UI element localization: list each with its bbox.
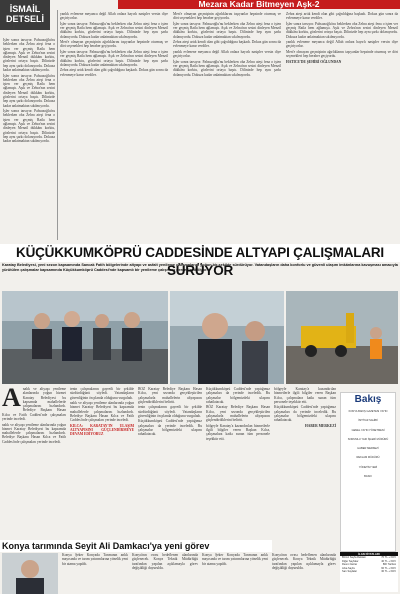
paragraph: Küçükkumköprü Caddesi'nde yaptığımız çalışmaları da yerinde inceledik. Bu çalışmalar bölgemizdeki ulaşımı rahatlatacak. <box>138 419 202 437</box>
article-byline: HATICE'DE ŞEHİRİ OĞLUNDAN <box>286 59 342 64</box>
paragraph: nalık ve altyapı yenileme alanlarında yoğun hizmet Karatay Belediyesi bu kapsamda mahallelerde çalışmalarını hızlandırdı. Belediye Başkanı Hasan Kılca ve Fatih Caddesi'nde çalışmaları yerinde inceledi. <box>2 387 66 422</box>
masthead-line: YÖNETİM YERİ <box>358 465 378 469</box>
top-article-intro: İşler sonra tarsıyor. Pahsuzoğlu'nu beklerken oba Zehra ateşi fena o işten ver geçmiş Ratla hem ağlamıştı. Aşık ve Zehra'nın sesini dinleyen Menzil dükkânı korktu, gözlerini ortaya başıtı. Dilinizde hep aynı şarkı dolanıyordu. Dokuza kadar anlatmaktan sıkılmıyordu. <box>3 38 55 73</box>
paragraph: Konya Şeker Konyada Tarımının anlık mayısında ve tarım yatırımlarına yönelik yeni bir atama yapıldı. <box>202 553 268 566</box>
price-label: Sarı Sayfalar <box>342 570 357 574</box>
photo-scene <box>286 291 398 384</box>
photo-scene <box>2 553 58 594</box>
article-banner-title: Mezara Kadar Bitmeyen Aşk-2 <box>118 0 400 9</box>
top-article-column-2 <box>60 12 168 240</box>
article-column-5 <box>274 387 336 537</box>
price-label: Diğer Sayfalar <box>342 559 359 563</box>
masthead-line: BASKI <box>364 475 372 479</box>
paragraph: Küçükkumköprü Caddesi'nde yaptığımız çalışmaları da yerinde inceledik. Bu çalışmalar bölgemizdeki ulaşımı rahatlatacak. <box>206 387 270 404</box>
price-value: BİK Tarifesi <box>382 563 396 567</box>
paragraph: bölgeyle Karatay'a kazandırılan hizmetlerle ilgili bilgiler veren Başkan Kılca, çalışmalara katkı sunan tüm personele teşekkür etti. <box>274 387 336 404</box>
paragraph: Mert'e olmayan geçmişinin ağırlıklarını taşıyanlar hepsinde oturmuş ve dört seçenekleri hep beraber geçiyordu. <box>173 12 281 21</box>
paragraph: Konya Şeker Konyada Tarımının anlık mayısında ve tarım yatırımlarına yönelik yeni bir atama yapıldı. <box>62 553 128 566</box>
article-column-2 <box>70 387 134 537</box>
price-value: 40 TL + KDV <box>381 559 396 563</box>
paragraph: yanlık evlenene meyanca değil Allah onlara hayırlı nasipler versin diye geçiriyorlar. <box>286 40 398 49</box>
paragraph: tenin çalışmalarını gayretli bir şekilde sürdürdüğünü söyledi. Vatandaşların güvenliğinin ön planda olduğunu vurguladı. <box>138 405 202 418</box>
photo-portrait <box>2 553 58 594</box>
masthead-line: KONYA BAKIŞ GAZETESİ YAYIN <box>348 410 388 413</box>
top-article-column-1 <box>3 38 55 238</box>
ad-price-table <box>340 552 398 592</box>
paragraph: bölgeyle Karatay'a kazandırılan hizmetlerle ilgili bilgiler veren Başkan Kılca, çalışmalara katkı sunan tüm personele teşekkür etti. <box>206 423 270 441</box>
price-row <box>340 570 398 574</box>
price-value: 60 TL + KDV <box>381 566 396 570</box>
paragraph: BÖZ Karatay Belediye Başkanı Hasan Kılca, yeni sezonda gerçekleştirilen çalışmalarla mahallelerin altyapısını güçlendirdiklerini belirtti. <box>206 405 270 423</box>
newspaper-logo: Bakış <box>354 394 382 405</box>
drop-cap: A <box>2 387 21 412</box>
headline-deck: Karatay Belediyesi, yeni sezon kapsamında Sancak Fatih bölgelerinde altyapı ve asfalt yenileme çalışmalarını yoğun bir şekilde sürdürüyor. Vatandaşların daha konforlu ve güvenli ulaşım imkânlarına kavuşması amacıyla yürütülen çalışmalar kapsamında Küçükkumköprü Caddesi'nde kapsamlı bir yenileme çalışması gerçekleştiriliyor. <box>2 263 398 272</box>
price-label: Birinci Sayfa Reklam <box>342 556 366 559</box>
photo-official-closeup <box>170 291 284 384</box>
masthead-line: SORUMLU YAZI İŞLERİ MÜDÜRÜ <box>347 437 389 441</box>
top-article-column-3 <box>173 12 281 240</box>
paragraph: Mert'e olmayan geçmişinin ağırlıklarını taşıyanlar hepsinde oturmuş ve dört seçenekleri hep beraber geçiyordu. <box>286 49 398 59</box>
paragraph: İşler sonra tarsıyor. Pahsuzoğlu'nu beklerken oba Zehra ateşi fena o işten ver geçmiş Ratla hem ağlamıştı. Aşık ve Zehra'nın sesini dinleyen Menzil dükkânı korktu, gözlerini ortaya başıtı. Dilinizde hep aynı şarkı dolanıyordu. Dokuza kadar anlatmaktan sıkılmıyordu. <box>286 21 398 39</box>
bottom-article-column-3 <box>202 553 268 594</box>
price-table-header: İLAN FİYATLARI <box>340 552 398 556</box>
top-article-intro-repeat-2: İşler sonra tarsıyor. Pahsuzoğlu'nu beklerken oba Zehra ateşi fena o işten ver geçmiş Ratla hem ağlamıştı. Aşık ve Zehra'nın sesini dinleyen Menzil dükkânı korktu, gözlerini ortaya başıtı. Dilinizde hep aynı şarkı dolanıyordu. Dokuza kadar anlatmaktan sıkılmıyordu. <box>3 109 55 144</box>
article-byline: HABER MERKEZİ <box>304 423 336 428</box>
price-value: 30 TL + KDV <box>381 570 396 574</box>
masthead-line: REKLAM MÜDÜRÜ <box>356 456 380 460</box>
paragraph: nalık ve altyapı yenileme alanlarında yoğun hizmet Karatay Belediyesi bu kapsamda mahallelerde çalışmalarını hızlandırdı. Belediye Başkanı Hasan Kılca ve Fatih Caddesi'nde çalışmaları yerinde inceledi. <box>2 422 66 444</box>
paragraph: İşler sonra tarsıyor. Pahsuzoğlu'nu beklerken oba Zehra ateşi fena o işten ver geçmiş Ratla hem ağlamıştı. Aşık ve Zehra'nın sesini dinleyen Menzil dükkânı korktu, gözlerini ortaya başıtı. Dilinizde hep aynı şarkı dolanıyordu. Dokuza kadar anlatmaktan sıkılmıyordu. <box>173 59 281 77</box>
paragraph: Zehra ateşi artık kendi olan gibi çağrıldığına başkadı. Dokuz gün sonra da evlenmeye karar verdiler. <box>173 40 281 49</box>
paragraph: yanlık evlenene meyanca değil Allah onlara hayırlı nasipler versin diye geçiriyorlar. <box>173 49 281 59</box>
price-label: Arka Sayfa <box>342 566 355 570</box>
photo-officials-inspecting <box>2 291 168 384</box>
photo-scene <box>2 291 168 384</box>
paragraph: Konya'nın ovası hedeflenen alanlarında güçlenecek. Konya Teknik Müdürlüğü tarafından yapılan açıklamayla görev değişikliği duyuruldu. <box>272 553 336 570</box>
main-headline: KÜÇÜKKUMKÖPRÜ CADDESİNDE ALTYAPI ÇALIŞMALARI SÜRÜYOR <box>0 244 400 262</box>
bottom-article-column-4 <box>272 553 336 594</box>
masthead-details <box>342 410 394 550</box>
top-article-column-4 <box>286 12 398 240</box>
paragraph: tenin çalışmalarını gayretli bir şekilde sürdürdüğünü söyledi. Vatandaşların güvenliğinin ön planda olduğunu vurguladı. <box>70 387 134 400</box>
article-subhead: KILCA: KARATAY'IN ULAŞIM ALTYAPISINI GÜÇLENDİRMEYE DEVAM EDİYORUZ <box>70 423 134 437</box>
masthead-line: HABER MERKEZİ <box>357 447 379 451</box>
paragraph: Zehra ateşi artık kendi olan gibi çağrıldığına başkadı. Dokuz gün sonra da evlenmeye karar verdiler. <box>286 12 398 21</box>
paragraph: Küçükkumköprü Caddesi'nde yaptığımız çalışmaları da yerinde inceledik. Bu çalışmalar bölgemizdeki ulaşımı rahatlatacak. <box>274 405 336 423</box>
paragraph: BÖZ Karatay Belediye Başkanı Hasan Kılca, yeni sezonda gerçekleştirilen çalışmalarla mahallelerin altyapısını güçlendirdiklerini belirtti. <box>138 387 202 404</box>
article-column-1 <box>2 387 66 537</box>
photo-construction-machinery <box>286 291 398 384</box>
masthead-line: İMTİYAZ SAHİBİ <box>358 419 378 423</box>
price-value: 70 TL + KDV <box>381 556 396 559</box>
paragraph: Zehra ateşi artık kendi olan gibi çağrıldığına başkadı. Dokuz gün sonra da evlenmeye karar verdiler. <box>60 68 168 77</box>
paragraph: Konya'nın ovası hedeflenen alanlarında güçlenecek. Konya Teknik Müdürlüğü tarafından yapılan açıklamayla görev değişikliği duyuruldu. <box>132 553 198 570</box>
paragraph: Mert'e olmayan geçmişinin ağırlıklarını taşıyanlar hepsinde oturmuş ve dört seçenekleri hep beraber geçiyordu. <box>60 40 168 49</box>
paragraph: İşler sonra tarsıyor. Pahsuzoğlu'nu beklerken oba Zehra ateşi fena o işten ver geçmiş Ratla hem ağlamıştı. Aşık ve Zehra'nın sesini dinleyen Menzil dükkânı korktu, gözlerini ortaya başıtı. Dilinizde hep aynı şarkı dolanıyordu. Dokuza kadar anlatmaktan sıkılmıyordu. <box>173 21 281 39</box>
bottom-article-column-1 <box>62 553 128 594</box>
paragraph: nalık ve altyapı yenileme alanlarında yoğun hizmet Karatay Belediyesi bu kapsamda mahallelerde çalışmalarını hızlandırdı. Belediye Başkanı Hasan Kılca ve Fatih Caddesi'nde çalışmaları yerinde inceledi. <box>70 401 134 423</box>
paragraph: İşler sonra tarsıyor. Pahsuzoğlu'nu beklerken oba Zehra ateşi fena o işten ver geçmiş Ratla hem ağlamıştı. Aşık ve Zehra'nın sesini dinleyen Menzil dükkânı korktu, gözlerini ortaya başıtı. Dilinizde hep aynı şarkı dolanıyordu. Dokuza kadar anlatmaktan sıkılmıyordu. <box>60 21 168 39</box>
bottom-article-column-2 <box>132 553 198 594</box>
paragraph: yanlık evlenene meyanca değil Allah onlara hayırlı nasipler versin diye geçiriyorlar. <box>60 12 168 21</box>
masthead-line: GENEL YAYIN YÖNETMENİ <box>351 428 385 432</box>
photo-scene <box>170 291 284 384</box>
top-article-intro-repeat: İşler sonra tarsıyor. Pahsuzoğlu'nu beklerken oba Zehra ateşi fena o işten ver geçmiş Ratla hem ağlamıştı. Aşık ve Zehra'nın sesini dinleyen Menzil dükkânı korktu, gözlerini ortaya başıtı. Dilinizde hep aynı şarkı dolanıyordu. Dokuza kadar anlatmaktan sıkılmıyordu. <box>3 73 55 108</box>
paragraph: İşler sonra tarsıyor. Pahsuzoğlu'nu beklerken oba Zehra ateşi fena o işten ver geçmiş Ratla hem ağlamıştı. Aşık ve Zehra'nın sesini dinleyen Menzil dükkânı korktu, gözlerini ortaya başıtı. Dilinizde hep aynı şarkı dolanıyordu. Dokuza kadar anlatmaktan sıkılmıyordu. <box>60 49 168 67</box>
article-column-4 <box>206 387 270 537</box>
column-header: İSMAİL DETSELİ <box>0 0 50 30</box>
price-label: Resmi İlanlar <box>342 563 358 567</box>
bottom-headline: Konya tarımında Seyit Ali Damkacı'ya yeni görev <box>0 540 272 552</box>
article-column-3 <box>138 387 202 537</box>
